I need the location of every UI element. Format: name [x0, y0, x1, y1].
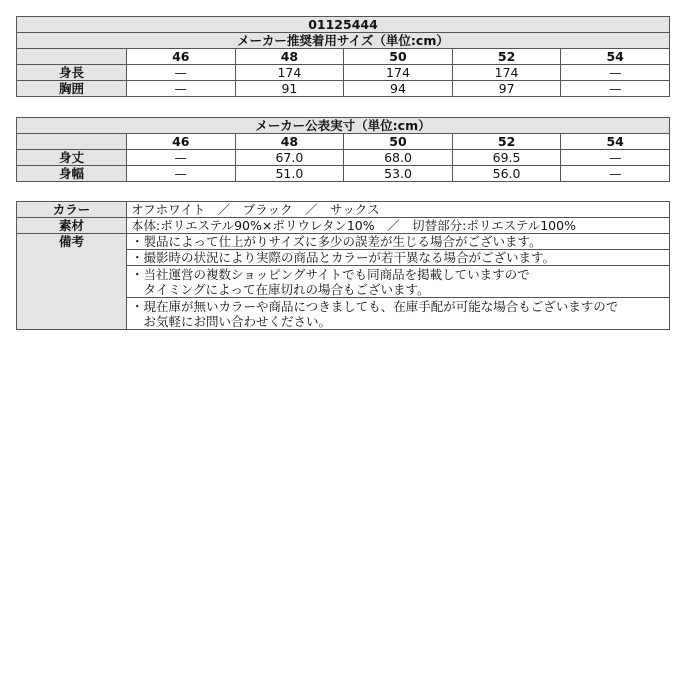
note-line: ・現在庫が無いカラーや商品につきましても、在庫手配が可能な場合もございますので	[131, 298, 619, 314]
table-cell: —	[127, 65, 236, 81]
table-cell: —	[127, 166, 236, 182]
note-line: タイミングによって在庫切れの場合もございます。	[131, 281, 430, 297]
size-header-row	[17, 49, 670, 65]
size-header: 52	[452, 134, 561, 150]
table-row	[17, 166, 670, 182]
note-item	[127, 234, 670, 250]
table-cell: 97	[452, 81, 561, 97]
table-cell: 69.5	[452, 150, 561, 166]
corner-cell	[17, 134, 127, 150]
color-value: オフホワイト ／ ブラック ／ サックス	[127, 202, 670, 218]
material-value: 本体:ポリエステル90%×ポリウレタン10% ／ 切替部分:ポリエステル100%	[127, 218, 670, 234]
size-header: 50	[344, 49, 453, 65]
table-cell: 56.0	[452, 166, 561, 182]
table-cell: 67.0	[235, 150, 344, 166]
corner-cell	[17, 49, 127, 65]
material-label: 素材	[17, 218, 127, 234]
table-cell: —	[561, 65, 670, 81]
table-row	[17, 202, 670, 218]
row-label-width: 身幅	[17, 166, 127, 182]
size-header: 50	[344, 134, 453, 150]
note-item	[127, 266, 670, 298]
size-header: 54	[561, 49, 670, 65]
note-line: ・当社運営の複数ショッピングサイトでも同商品を掲載していますので	[131, 266, 530, 282]
note-line: ・撮影時の状況により実際の商品とカラーが若干異なる場合がございます。	[131, 250, 556, 265]
table-cell: —	[561, 81, 670, 97]
table-cell: 174	[235, 65, 344, 81]
table-row	[17, 150, 670, 166]
note-line: ・製品によって仕上がりサイズに多少の誤差が生じる場合がございます。	[131, 234, 542, 249]
size-header-row	[17, 134, 670, 150]
size-header: 48	[235, 49, 344, 65]
table-cell: 53.0	[344, 166, 453, 182]
table-row	[17, 81, 670, 97]
table-row	[17, 218, 670, 234]
row-label-chest: 胸囲	[17, 81, 127, 97]
table-cell: 94	[344, 81, 453, 97]
actual-size-table	[16, 117, 670, 182]
recommended-title: メーカー推奨着用サイズ（単位:cm）	[17, 33, 670, 49]
table-cell: —	[561, 150, 670, 166]
recommended-size-table	[16, 16, 670, 97]
note-item	[127, 298, 670, 330]
size-header: 46	[127, 49, 236, 65]
table-cell: —	[127, 150, 236, 166]
table-row	[17, 234, 670, 250]
table-cell: 68.0	[344, 150, 453, 166]
table-cell: 174	[344, 65, 453, 81]
color-label: カラー	[17, 202, 127, 218]
table-cell: 91	[235, 81, 344, 97]
table-cell: —	[561, 166, 670, 182]
note-item	[127, 250, 670, 266]
table-cell: 51.0	[235, 166, 344, 182]
size-header: 46	[127, 134, 236, 150]
table-cell: 174	[452, 65, 561, 81]
product-info-table	[16, 201, 670, 330]
notes-label: 備考	[17, 234, 127, 330]
table-row	[17, 65, 670, 81]
size-header: 54	[561, 134, 670, 150]
actual-title: メーカー公表実寸（単位:cm）	[17, 118, 670, 134]
product-code: 01125444	[17, 17, 670, 33]
note-line: お気軽にお問い合わせください。	[131, 313, 332, 329]
row-label-height: 身長	[17, 65, 127, 81]
size-header: 52	[452, 49, 561, 65]
table-cell: —	[127, 81, 236, 97]
row-label-length: 身丈	[17, 150, 127, 166]
size-header: 48	[235, 134, 344, 150]
